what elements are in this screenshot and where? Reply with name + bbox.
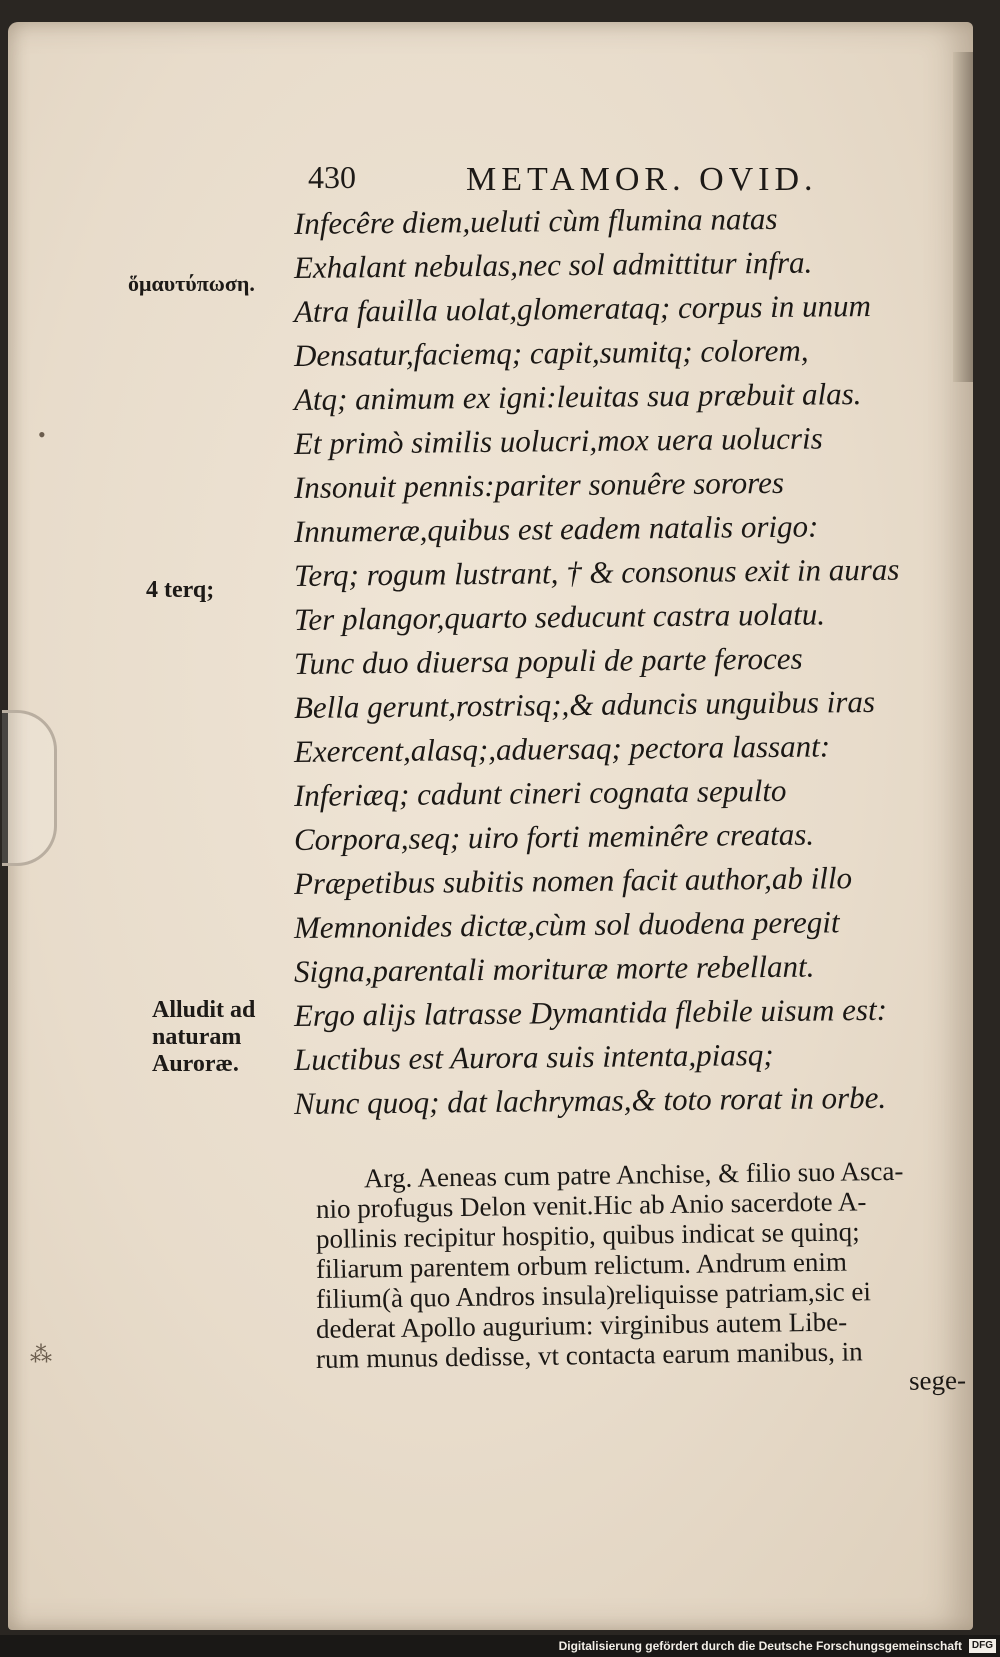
margin-note-terque: 4 terq; — [146, 577, 215, 603]
footer-credit: Digitalisierung gefördert durch die Deutsche Forschungsgemeinschaft — [558, 1639, 962, 1653]
verse-line: Exhalant nebulas,nec sol admittitur infra. — [293, 244, 813, 285]
verse-line: Tunc duo diuersa populi de parte feroces — [293, 640, 803, 681]
margin-note-greek: ὅμαυτύπωση. — [128, 271, 255, 296]
verse-line: Luctibus est Aurora suis intenta,piasq; — [293, 1036, 774, 1077]
digitization-footer — [0, 1635, 1000, 1657]
verse-line: Nunc quoq; dat lachrymas,& toto rorat in orbe. — [293, 1079, 887, 1121]
stain-mark: ⁂ — [30, 1342, 52, 1367]
margin-note-line: Alludit ad — [152, 997, 256, 1023]
running-title: METAMOR. OVID. — [466, 161, 818, 198]
verse-line: Ter plangor,quarto seducunt castra uolatu. — [293, 596, 826, 637]
stain-mark: • — [38, 422, 46, 447]
book-clasp — [2, 710, 57, 866]
verse-line: Memnonides dictæ,cùm sol duodena peregit — [293, 904, 840, 945]
margin-note-alludit — [152, 997, 255, 1078]
verse-line: Infecêre diem,ueluti cùm flumina natas — [293, 200, 778, 241]
verse-line: Densatur,faciemq; capit,sumitq; colorem, — [293, 332, 809, 373]
verse-block — [294, 202, 974, 1126]
verse-line: Atq; animum ex igni:leuitas sua præbuit alas. — [293, 376, 862, 417]
argument-line: pollinis recipitur hospitio, quibus indicat se quinq; — [315, 1216, 860, 1254]
argument-paragraph — [315, 1155, 996, 1404]
argument-line: dederat Apollo augurium: virginibus autem Libe- — [315, 1306, 848, 1344]
argument-line: filium(à quo Andros insula)reliquisse patriam,sic ei — [315, 1276, 872, 1314]
verse-line: Innumeræ,quibus est eadem natalis origo: — [293, 508, 819, 549]
verse-line: Atra fauilla uolat,glomerataq; corpus in unum — [293, 287, 872, 329]
margin-note-line: Auroræ. — [152, 1051, 239, 1077]
argument-line: Arg. Aeneas cum patre Anchise, & filio suo Asca- — [363, 1155, 904, 1194]
verse-line: Insonuit pennis:pariter sonuêre sorores — [293, 464, 785, 505]
argument-line: rum munus dedisse, vt contacta earum manibus, in — [315, 1336, 863, 1374]
verse-line: Ergo alijs latrasse Dymantida flebile uisum est: — [293, 991, 888, 1033]
verse-line: Signa,parentali morituræ morte rebellant. — [293, 948, 815, 989]
margin-note-line: naturam — [152, 1024, 242, 1050]
page-number: 430 — [308, 159, 356, 195]
dfg-logo-icon: DFG — [969, 1639, 996, 1653]
argument-line: filiarum parentem orbum relictum. Andrum enim — [315, 1246, 848, 1284]
verse-line: Et primò similis uolucri,mox uera uolucris — [293, 420, 823, 461]
argument-line: nio profugus Delon venit.Hic ab Anio sacerdote A- — [315, 1186, 867, 1224]
book-page — [8, 22, 973, 1630]
verse-line: Corpora,seq; uiro forti meminêre creatas. — [293, 816, 815, 857]
verse-line: Terq; rogum lustrant, † & consonus exit in auras — [293, 551, 900, 593]
verse-line: Bella gerunt,rostrisq;,& aduncis unguibus iras — [293, 683, 876, 725]
catchword: sege- — [908, 1364, 967, 1396]
verse-line: Inferiæq; cadunt cineri cognata sepulto — [293, 772, 787, 813]
verse-line: Præpetibus subitis nomen facit author,ab illo — [293, 860, 853, 901]
verse-line: Exercent,alasq;,aduersaq; pectora lassant: — [293, 728, 831, 769]
